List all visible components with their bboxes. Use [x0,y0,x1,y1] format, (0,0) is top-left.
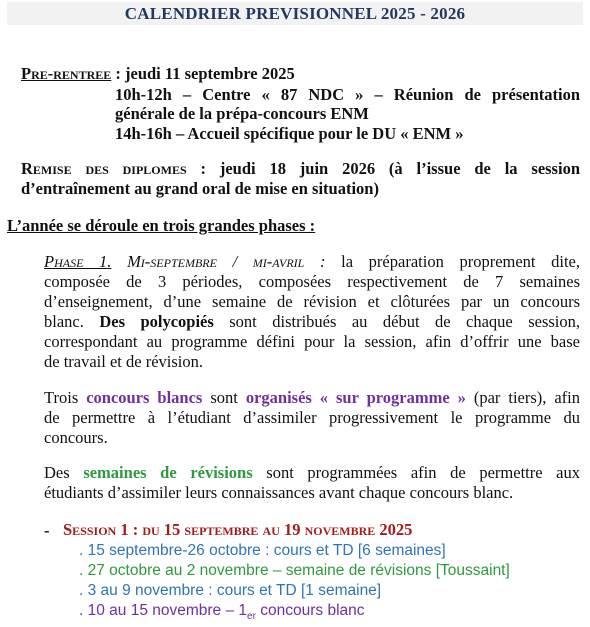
phase1-polycopies: Des polycopiés [99,312,214,331]
phase1-label: Phase 1. [44,252,112,271]
session1-bullet: - [44,521,50,540]
session1-heading [63,520,412,540]
pre-rentree-line2: générale de la prépa-concours ENM [115,104,369,123]
session1-item-4-sub: er [247,611,256,623]
session1-item-3: . 3 au 9 novembre : cours et TD [1 semaine] [79,582,382,599]
session1-item-2: . 27 octobre au 2 novembre – semaine de révisions [Toussaint] [79,562,510,579]
session1-item-4b: concours blanc [255,602,365,619]
remise-label: Remise des diplomes [21,159,187,178]
phase1-text4a: blanc. [44,312,84,331]
remise-text1: : jeudi 18 juin 2026 (à l’issue de la session [200,159,580,178]
phase1-line4 [44,312,580,332]
phase1-period: Mi-septembre / mi-avril : [127,252,326,271]
concours-line1 [44,388,580,408]
phase1-line5: correspondant au programme défini pour la session, afin d’offrir une base [44,332,580,351]
pre-rentree-label: Pre-rentree [21,64,112,83]
revisions-text-c: sont programmées afin de permettre aux [266,463,581,482]
revisions-text-a: Des [44,463,70,482]
phase1-line6: de travail et de révision. [44,352,203,371]
session1-label: Session 1 : du 15 septembre au 19 novembre 2025 [63,520,413,539]
phase1-line2: composée de 3 périodes, composées respectivement de 7 semaines [44,272,580,291]
concours-text-a: Trois [44,388,79,407]
revisions-line1 [44,463,580,483]
phase1-line3: d’enseignement, d’une semaine de révision et clôturées par un concours [44,292,580,311]
remise-line2: d’entraînement au grand oral de mise en situation) [21,179,379,198]
session1-item-4 [79,601,365,627]
phase1-line1 [44,252,580,272]
revisions-line2: étudiants d’assimiler leurs connaissances avant chaque concours blanc. [44,483,514,502]
pre-rentree-line3: 14h-16h – Accueil spécifique pour le DU « ENM » [115,124,464,143]
pre-rentree-line [21,64,295,84]
remise-line1 [21,159,580,179]
pre-rentree-date: : jeudi 11 septembre 2025 [115,64,295,83]
session1-item-1: . 15 septembre-26 octobre : cours et TD [6 semaines] [79,542,446,559]
concours-text-e: (par tiers), afin [473,388,581,407]
phases-heading: L’année se déroule en trois grandes phases : [7,216,316,235]
concours-line2: de permettre à l’étudiant d’assimiler progressivement le programme du [44,408,580,427]
concours-line3: concours. [44,428,108,447]
session1-item-4a: . 10 au 15 novembre – 1 [79,602,248,619]
semaines-revisions: semaines de révisions [83,463,253,482]
concours-organises: organisés « sur programme » [245,388,466,407]
phase1-text1: la préparation proprement dite, [341,252,581,271]
concours-text-c: sont [210,388,238,407]
phase1-text4c: sont distribués au début de chaque session, [229,312,581,331]
page-title: CALENDRIER PREVISIONNEL 2025 - 2026 [7,2,583,25]
pre-rentree-line1: 10h-12h – Centre « 87 NDC » – Réunion de présentation [115,85,580,104]
concours-blancs: concours blancs [86,388,203,407]
